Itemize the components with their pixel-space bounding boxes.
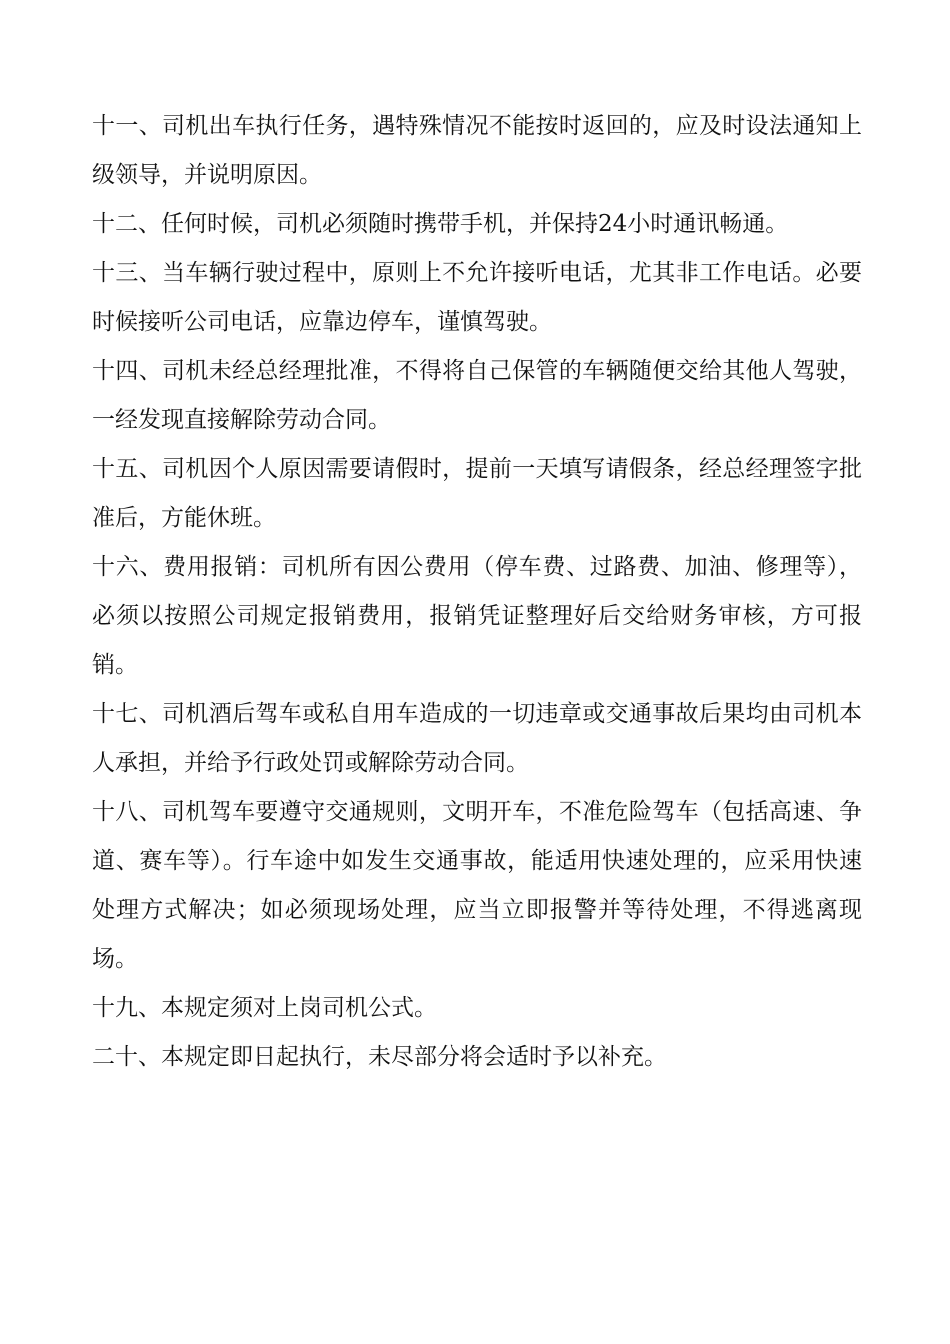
clause-17: 十七、司机酒后驾车或私自用车造成的一切违章或交通事故后果均由司机本人承担，并给予行政处罚或解除劳动合同。: [92, 701, 862, 776]
clause-11: 十一、司机出车执行任务，遇特殊情况不能按时返回的，应及时设法通知上级领导，并说明原因。: [92, 113, 862, 188]
clause-13: 十三、当车辆行驶过程中，原则上不允许接听电话，尤其非工作电话。必要时候接听公司电话，应靠边停车，谨慎驾驶。: [92, 260, 862, 335]
clause-12: 十二、任何时候，司机必须随时携带手机，并保持24小时通讯畅通。: [92, 211, 789, 237]
clause-18: 十八、司机驾车要遵守交通规则，文明开车，不准危险驾车（包括高速、争道、赛车等）。行车途中如发生交通事故，能适用快速处理的，应采用快速处理方式解决；如必须现场处理，应当立即报警并等待处理，不得逃离现场。: [92, 799, 862, 972]
clause-15: 十五、司机因个人原因需要请假时，提前一天填写请假条，经总经理签字批准后，方能休班。: [92, 456, 862, 531]
clause-19: 十九、本规定须对上岗司机公式。: [92, 995, 437, 1021]
document-body: [92, 102, 862, 1082]
clause-16: 十六、费用报销：司机所有因公费用（停车费、过路费、加油、修理等），必须以按照公司规定报销费用，报销凭证整理好后交给财务审核，方可报销。: [92, 554, 862, 678]
clause-20: 二十、本规定即日起执行，未尽部分将会适时予以补充。: [92, 1044, 667, 1070]
clause-14: 十四、司机未经总经理批准，不得将自己保管的车辆随便交给其他人驾驶，一经发现直接解除劳动合同。: [92, 358, 862, 433]
